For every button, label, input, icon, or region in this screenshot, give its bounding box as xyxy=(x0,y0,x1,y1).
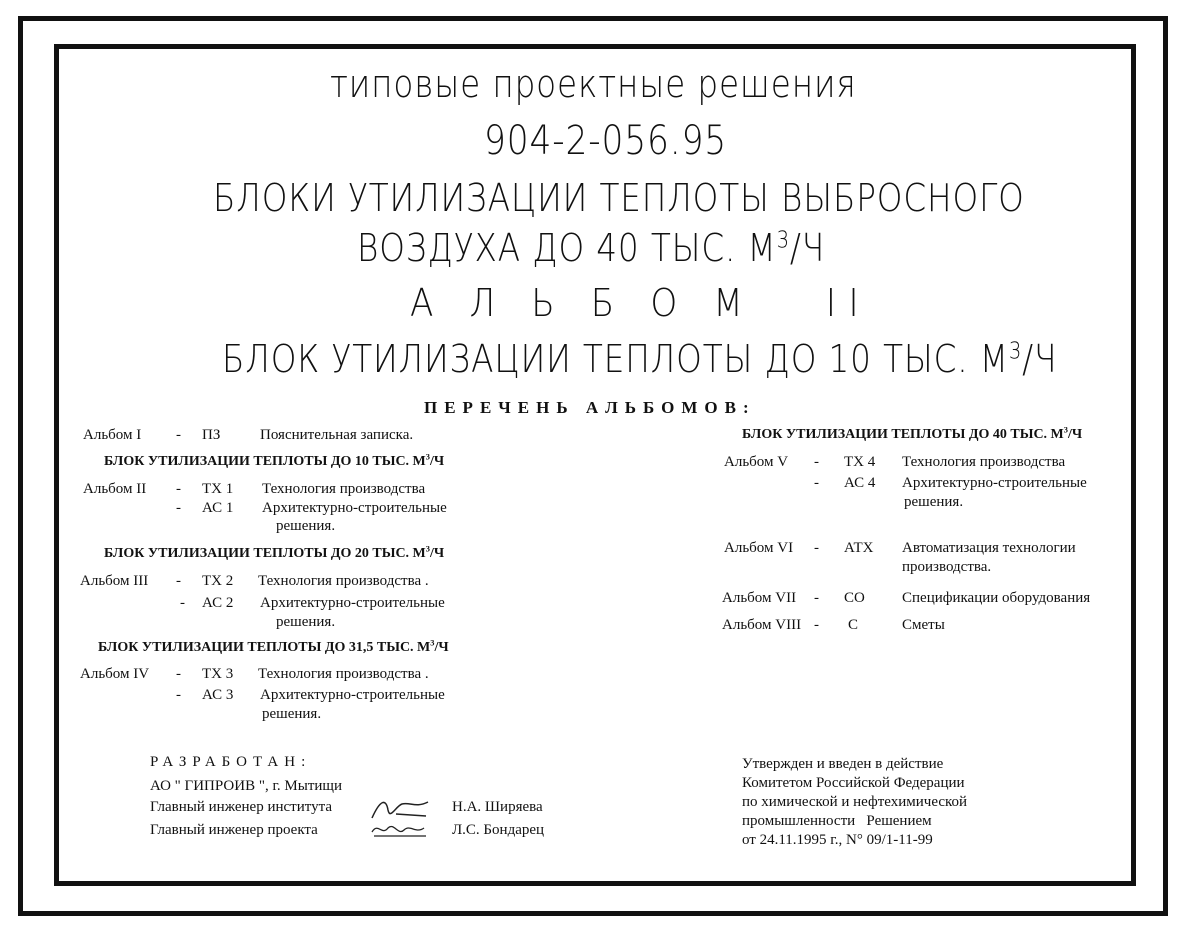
title-line-1: типовые проектные решения xyxy=(330,62,857,106)
album-3-desc: Технология производства . xyxy=(258,573,429,589)
album-5b-code: АС 4 xyxy=(844,475,876,491)
album-8-code: С xyxy=(848,617,859,633)
album-2-desc: Технология производства xyxy=(262,481,426,497)
album-4b-desc2: решения. xyxy=(262,706,322,722)
signature-2-icon xyxy=(368,820,438,840)
album-5-code: ТХ 4 xyxy=(844,454,876,470)
album-6-label: Альбом VI xyxy=(724,540,794,556)
album-3-dash: - xyxy=(176,573,181,589)
album-3-label: Альбом III xyxy=(80,573,149,589)
album-7-code: СО xyxy=(844,590,865,606)
approved-line-4: промышленности Решением xyxy=(742,813,932,829)
album-4b-code: АС 3 xyxy=(202,687,234,703)
group-31k-heading: БЛОК УТИЛИЗАЦИИ ТЕПЛОТЫ ДО 31,5 ТЫС. $М^3/Ч$ xyxy=(98,638,449,655)
album-7-label: Альбом VII xyxy=(722,590,797,606)
album-1-label: Альбом I xyxy=(83,427,142,443)
album-7-dash: - xyxy=(814,590,819,606)
album-2b-dash: - xyxy=(176,500,181,516)
role-chief-engineer-institute: Главный инженер института xyxy=(150,799,333,815)
album-4-desc: Технология производства . xyxy=(258,666,429,682)
album-3b-dash: - xyxy=(180,595,185,611)
name-chief-engineer-project: Л.С. Бондарец xyxy=(452,822,545,838)
approved-line-1: Утвержден и введен в действие xyxy=(742,756,944,772)
group-20k-heading: БЛОК УТИЛИЗАЦИИ ТЕПЛОТЫ ДО 20 ТЫС. $М^3/Ч$ xyxy=(104,544,445,561)
document-code: 904-2-056.95 xyxy=(484,118,728,164)
album-1-dash: - xyxy=(176,427,181,443)
album-8-label: Альбом VIII xyxy=(722,617,802,633)
album-1-desc: Пояснительная записка. xyxy=(260,427,414,443)
album-6-desc2: производства. xyxy=(902,559,992,575)
album-4-dash: - xyxy=(176,666,181,682)
album-title: А Л Ь Б О М II xyxy=(410,281,872,325)
developer-org: АО " ГИПРОИВ ", г. Мытищи xyxy=(150,778,342,794)
album-4b-dash: - xyxy=(176,687,181,703)
title-line-6: БЛОК УТИЛИЗАЦИИ ТЕПЛОТЫ ДО 10 ТЫС. $М^3/Ч$ xyxy=(222,337,1058,381)
album-2-code: ТХ 1 xyxy=(202,481,234,497)
album-6-desc: Автоматизация технологии xyxy=(902,540,1076,556)
title-line-4: ВОЗДУХА ДО 40 ТЫС. $М^3/Ч$ xyxy=(357,226,826,270)
album-6-dash: - xyxy=(814,540,819,556)
album-7-desc: Спецификации оборудования xyxy=(902,590,1091,606)
list-heading: ПЕРЕЧЕНЬ АЛЬБОМОВ: xyxy=(424,398,756,417)
album-5b-desc: Архитектурно-строительные xyxy=(902,475,1087,491)
album-4-code: ТХ 3 xyxy=(202,666,234,682)
album-5-dash: - xyxy=(814,454,819,470)
album-8-desc: Сметы xyxy=(902,617,945,633)
approved-line-2: Комитетом Российской Федерации xyxy=(742,775,965,791)
album-3-code: ТХ 2 xyxy=(202,573,234,589)
album-5b-dash: - xyxy=(814,475,819,491)
album-4b-desc: Архитектурно-строительные xyxy=(260,687,445,703)
album-6-code: АТХ xyxy=(844,540,874,556)
album-3b-desc2: решения. xyxy=(276,614,336,630)
album-5b-desc2: решения. xyxy=(904,494,964,510)
album-2b-code: АС 1 xyxy=(202,500,234,516)
title-line-3: БЛОКИ УТИЛИЗАЦИИ ТЕПЛОТЫ ВЫБРОСНОГО xyxy=(213,176,1025,220)
name-chief-engineer-institute: Н.А. Ширяева xyxy=(452,799,543,815)
group-40k-heading: БЛОК УТИЛИЗАЦИИ ТЕПЛОТЫ ДО 40 ТЫС. $М^3/Ч$ xyxy=(742,425,1083,442)
album-5-desc: Технология производства xyxy=(902,454,1066,470)
album-4-label: Альбом IV xyxy=(80,666,150,682)
album-2b-desc: Архитектурно-строительные xyxy=(262,500,447,516)
signature-1-icon xyxy=(366,796,436,822)
approved-line-3: по химической и нефтехимической xyxy=(742,794,968,810)
album-3b-code: АС 2 xyxy=(202,595,234,611)
album-1-code: ПЗ xyxy=(202,427,221,443)
album-2-dash: - xyxy=(176,481,181,497)
album-3b-desc: Архитектурно-строительные xyxy=(260,595,445,611)
approved-line-5: от 24.11.1995 г., N° 09/1-11-99 xyxy=(742,832,933,848)
album-8-dash: - xyxy=(814,617,819,633)
album-2b-desc2: решения. xyxy=(276,518,336,534)
album-5-label: Альбом V xyxy=(724,454,789,470)
developed-heading: РАЗРАБОТАН: xyxy=(150,754,312,770)
role-chief-engineer-project: Главный инженер проекта xyxy=(150,822,318,838)
group-10k-heading: БЛОК УТИЛИЗАЦИИ ТЕПЛОТЫ ДО 10 ТЫС. $М^3/Ч$ xyxy=(104,452,445,469)
album-2-label: Альбом II xyxy=(83,481,147,497)
